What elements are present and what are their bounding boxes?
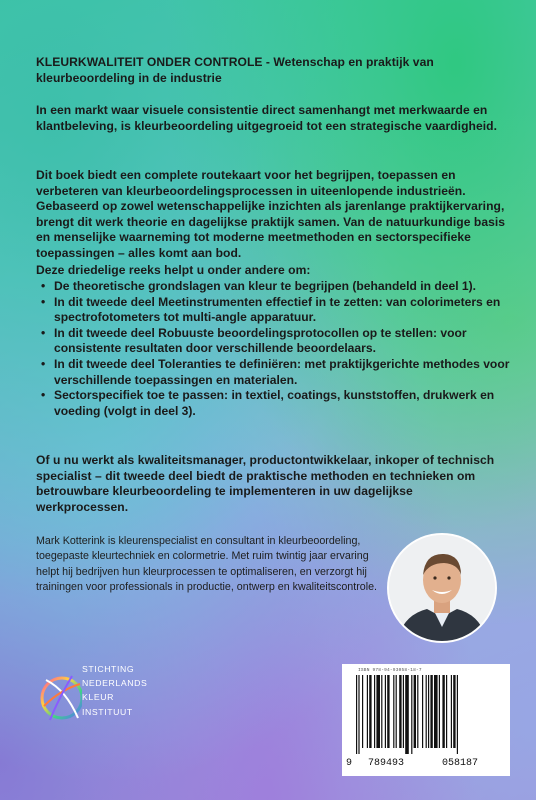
barcode-bar: [405, 675, 409, 754]
barcode-bar: [439, 675, 440, 748]
barcode-bar: [393, 675, 394, 748]
benefit-list: [36, 279, 511, 419]
barcode-bar: [451, 675, 452, 748]
book-title: KLEURKWALITEIT ONDER CONTROLE - Wetenschap en praktijk van kleurbeoordeling in de industrie: [36, 55, 434, 85]
barcode-bar: [434, 675, 438, 748]
list-item: • In dit tweede deel Toleranties te definiëren: met praktijkgerichte methodes voor verschillende toepassingen en materialen.: [36, 357, 511, 388]
barcode-bar: [403, 675, 404, 748]
list-intro: Deze driedelige reeks helpt u onder andere om:: [36, 263, 311, 277]
barcode-bar: [376, 675, 380, 748]
author-bio: Mark Kotterink is kleurenspecialist en consultant in kleurbeoordeling, toegepaste kleurtechniek en colormetrie. Met ruim twintig jaar ervaring helpt hij bedrijven hun kleurprocessen te optimaliseren, en verzorgt hij trainingen voor professionals in productie, ontwerp en kwaliteitscontrole.: [36, 535, 377, 594]
intro-paragraph: In een markt waar visuele consistentie direct samenhangt met merkwaarde en klantbeleving, is kleurbeoordeling uitgegroeid tot een strategische vaardigheid.: [36, 103, 497, 133]
barcode-bar: [374, 675, 375, 748]
barcode-bar: [428, 675, 429, 748]
barcode-bar: [369, 675, 371, 748]
barcode-bar: [417, 675, 418, 748]
list-item: • Sectorspecifiek toe te passen: in textiel, coatings, kunststoffen, drukwerk en voeding (volgt in deel 3).: [36, 388, 511, 419]
barcode-bar: [457, 675, 458, 754]
list-item: • De theoretische grondslagen van kleur te begrijpen (behandeld in deel 1).: [36, 279, 511, 295]
globe-logo-icon: [36, 660, 82, 736]
author-photo: [387, 533, 497, 643]
barcode-bar: [396, 675, 397, 748]
list-item: • In dit tweede deel Meetinstrumenten effectief in te zetten: van colorimeters en spectrofotometers tot multi-angle apparatuur.: [36, 295, 511, 326]
barcode-icon: [356, 675, 502, 754]
barcode-bar: [446, 675, 447, 748]
barcode-bar: [411, 675, 412, 754]
barcode-bar: [414, 675, 416, 748]
barcode-bar: [387, 675, 389, 748]
barcode-bar: [362, 675, 363, 748]
barcode-bar: [385, 675, 386, 748]
barcode-bar: [367, 675, 368, 748]
barcode-bar: [381, 675, 382, 748]
barcode-bar: [399, 675, 401, 748]
logo-text: STICHTING NEDERLANDS KLEUR INSTITUUT: [82, 664, 148, 717]
barcode-bar: [442, 675, 444, 748]
barcode-bar: [356, 675, 357, 754]
barcode-bar: [358, 675, 359, 754]
barcode-bar: [426, 675, 427, 748]
description-paragraph: Dit boek biedt een complete routekaart voor het begrijpen, toepassen en verbeteren van kleurbeoordelingsprocessen in uiteenlopende industrieën. Gebaseerd op zowel wetenschappelijke inzichten als jarenlange praktijkervaring, brengt dit werk theorie en dagelijkse praktijk samen. Van de natuurkundige basis en menselijke waarneming tot moderne meetmethoden en sectorspecifieke toepassingen – alles komt aan bod.: [36, 168, 506, 260]
institute-logo: [36, 660, 186, 740]
barcode-bar: [430, 675, 432, 748]
barcode-bar: [422, 675, 423, 748]
isbn-small-text: ISBN 978-94-93058-18-7: [358, 668, 422, 673]
barcode-bar: [453, 675, 455, 748]
list-item: • In dit tweede deel Robuuste beoordelingsprotocollen op te stellen: voor consistente resultaten door verschillende beoordelaars.: [36, 326, 511, 357]
person-icon: [389, 535, 495, 641]
audience-paragraph: Of u nu werkt als kwaliteitsmanager, productontwikkelaar, inkoper of technisch specialist – dit tweede deel biedt de praktische methoden en technieken om betrouwbare kleurbeoordeling te implementeren in uw dagelijkse werkprocessen.: [36, 453, 495, 514]
